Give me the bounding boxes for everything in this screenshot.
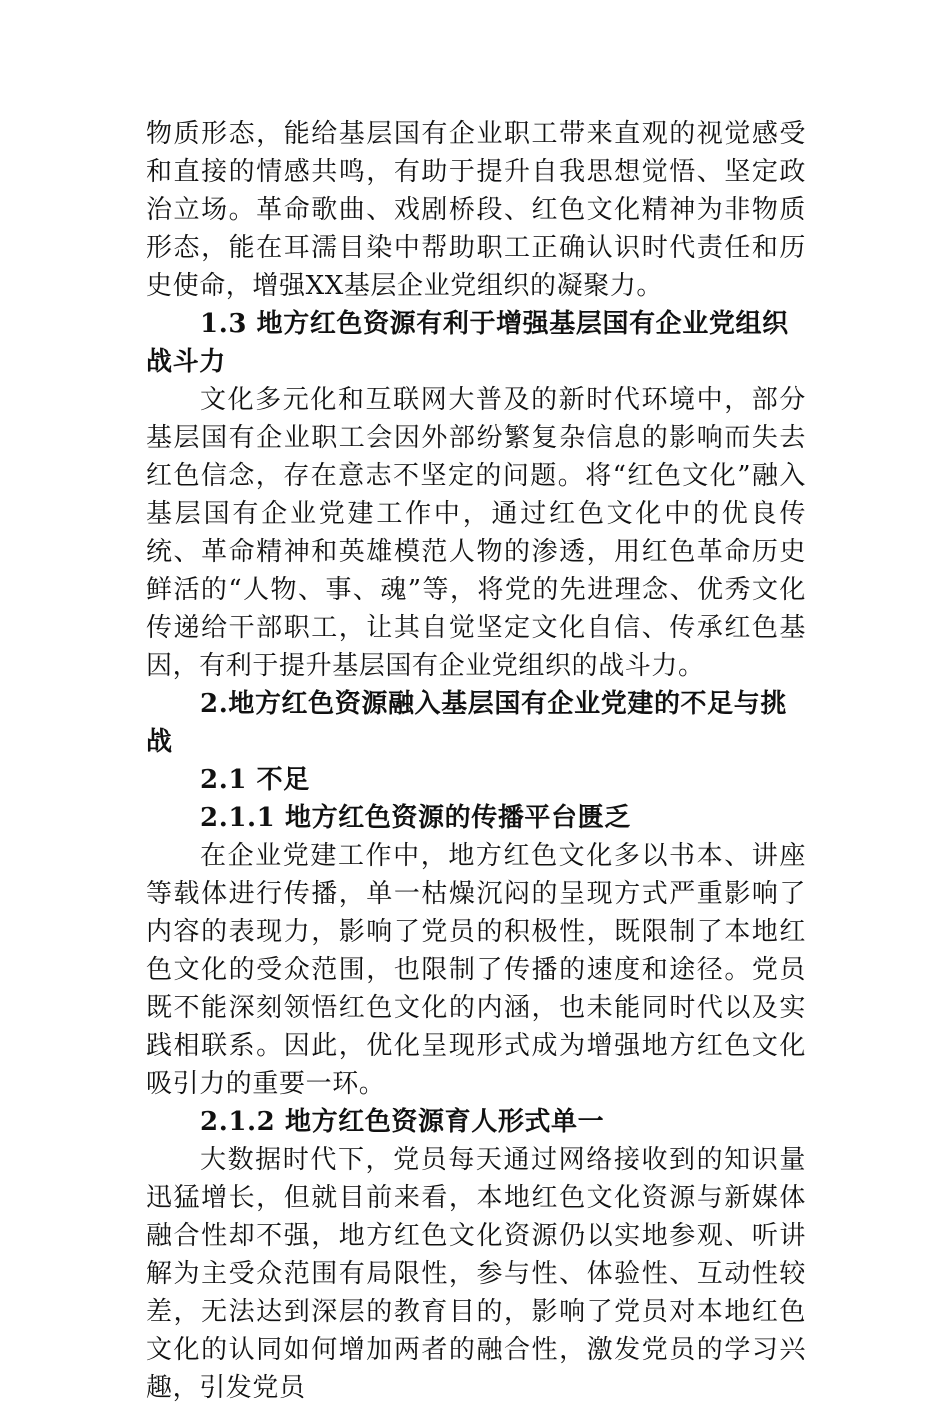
paragraph-platform-lacking: 在企业党建工作中，地方红色文化多以书本、讲座等载体进行传播，单一枯燥沉闷的呈现方式严重影响了内容的表现力，影响了党员的积极性，既限制了本地红色文化的受众范围，也限制了传播的速度和途径。党员既不能深刻领悟红色文化的内涵，也未能同时代以及实践相联系。因此，优化呈现形式成为增强地方红色文化吸引力的重要一环。 <box>146 841 806 1099</box>
heading-2-1: 2.1 不足 <box>200 765 310 795</box>
heading-2-1-1: 2.1.1 地方红色资源的传播平台匮乏 <box>200 803 631 833</box>
paragraph-fighting-power: 文化多元化和互联网大普及的新时代环境中，部分基层国有企业职工会因外部纷繁复杂信息的影响而失去红色信念，存在意志不坚定的问题。将“红色文化”融入基层国有企业党建工作中，通过红色文化中的优良传统、革命精神和英雄模范人物的渗透，用红色革命历史鲜活的“人物、事、魂”等，将党的先进理念、优秀文化传递给干部职工，让其自觉坚定文化自信、传承红色基因，有利于提升基层国有企业党组织的战斗力。 <box>146 385 806 681</box>
document-body <box>146 115 806 1407</box>
heading-1-3: 1.3 地方红色资源有利于增强基层国有企业党组织战斗力 <box>146 309 789 377</box>
heading-2: 2.地方红色资源融入基层国有企业党建的不足与挑战 <box>146 689 787 757</box>
paragraph-single-form: 大数据时代下，党员每天通过网络接收到的知识量迅猛增长，但就目前来看，本地红色文化资源与新媒体融合性却不强，地方红色文化资源仍以实地参观、听讲解为主受众范围有局限性，参与性、体验性、互动性较差，无法达到深层的教育目的，影响了党员对本地红色文化的认同如何增加两者的融合性，激发党员的学习兴趣，引发党员 <box>146 1145 806 1403</box>
heading-2-1-2: 2.1.2 地方红色资源育人形式单一 <box>200 1107 605 1137</box>
paragraph-material-form: 物质形态，能给基层国有企业职工带来直观的视觉感受和直接的情感共鸣，有助于提升自我思想觉悟、坚定政治立场。革命歌曲、戏剧桥段、红色文化精神为非物质形态，能在耳濡目染中帮助职工正确认识时代责任和历史使命，增强XX基层企业党组织的凝聚力。 <box>146 119 806 301</box>
